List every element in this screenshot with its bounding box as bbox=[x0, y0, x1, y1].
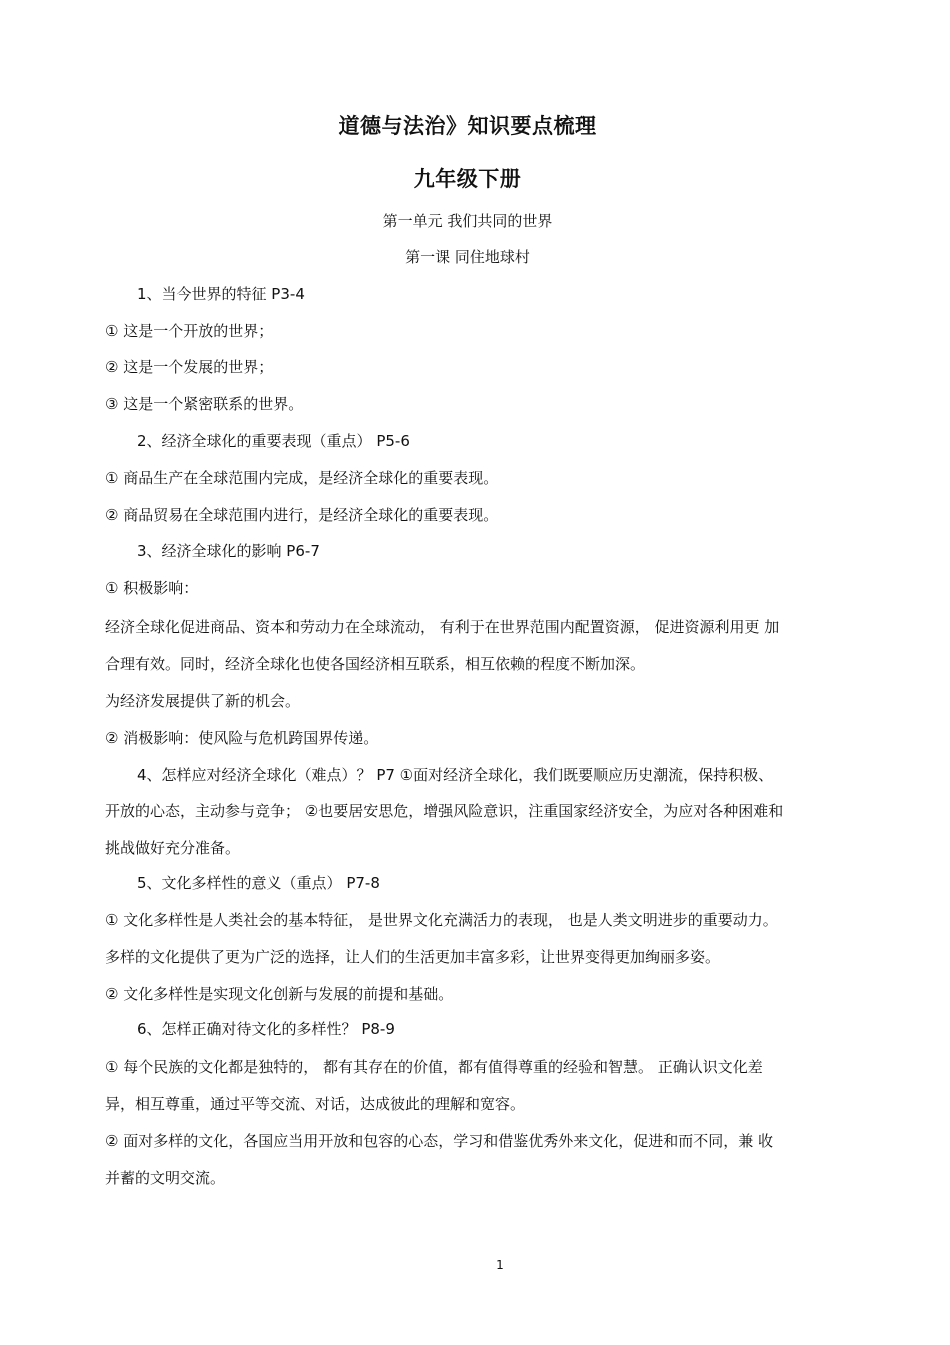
list-item: ① 商品生产在全球范围内完成，是经济全球化的重要表现。 bbox=[105, 469, 499, 487]
list-item: ① 每个民族的文化都是独特的， 都有其存在的价值，都有值得尊重的经验和智慧。 正确认识文化差 bbox=[105, 1058, 763, 1076]
lesson-heading: 第一课 同住地球村 bbox=[405, 248, 530, 266]
list-item: ① 文化多样性是人类社会的基本特征， 是世界文化充满活力的表现， 也是人类文明进步的重要动力。 bbox=[105, 911, 778, 929]
list-item: ① 这是一个开放的世界； bbox=[105, 322, 274, 340]
paragraph-line: 挑战做好充分准备。 bbox=[105, 839, 241, 857]
paragraph-line: 异，相互尊重，通过平等交流、对话，达成彼此的理解和宽容。 bbox=[105, 1095, 526, 1113]
unit-heading: 第一单元 我们共同的世界 bbox=[382, 212, 553, 230]
paragraph-line: 多样的文化提供了更为广泛的选择，让人们的生活更加丰富多彩，让世界变得更加绚丽多姿。 bbox=[105, 948, 721, 966]
paragraph-line: 经济全球化促进商品、资本和劳动力在全球流动， 有利于在世界范围内配置资源， 促进资源利用更 加 bbox=[105, 618, 780, 636]
grade-heading: 九年级下册 bbox=[413, 167, 522, 191]
paragraph-line: 合理有效。同时，经济全球化也使各国经济相互联系，相互依赖的程度不断加深。 bbox=[105, 655, 646, 673]
section-heading: 4、怎样应对经济全球化（难点）？ P7 ①面对经济全球化，我们既要顺应历史潮流，保持积极、 bbox=[137, 766, 774, 784]
list-item: ② 消极影响：使风险与危机跨国界传递。 bbox=[105, 729, 379, 747]
list-item: ② 这是一个发展的世界； bbox=[105, 358, 274, 376]
paragraph-line: 并蓄的文明交流。 bbox=[105, 1169, 226, 1187]
list-item: ② 文化多样性是实现文化创新与发展的前提和基础。 bbox=[105, 985, 454, 1003]
section-heading: 5、文化多样性的意义（重点） P7-8 bbox=[137, 874, 380, 892]
list-item: ② 商品贸易在全球范围内进行，是经济全球化的重要表现。 bbox=[105, 506, 499, 524]
section-heading: 1、当今世界的特征 P3-4 bbox=[137, 285, 305, 303]
list-item: ③ 这是一个紧密联系的世界。 bbox=[105, 395, 304, 413]
list-item: ① 积极影响： bbox=[105, 579, 199, 597]
document-title: 道德与法治》知识要点梳理 bbox=[338, 114, 597, 138]
page-number: 1 bbox=[496, 1258, 504, 1272]
paragraph-line: 为经济发展提供了新的机会。 bbox=[105, 692, 301, 710]
paragraph-line: 开放的心态，主动参与竞争； ②也要居安思危，增强风险意识，注重国家经济安全，为应对各种困难和 bbox=[105, 802, 784, 820]
list-item: ② 面对多样的文化，各国应当用开放和包容的心态，学习和借鉴优秀外来文化，促进和而不同，兼 收 bbox=[105, 1132, 773, 1150]
section-heading: 3、经济全球化的影响 P6-7 bbox=[137, 542, 320, 560]
section-heading: 6、怎样正确对待文化的多样性？ P8-9 bbox=[137, 1020, 395, 1038]
section-heading: 2、经济全球化的重要表现（重点） P5-6 bbox=[137, 432, 410, 450]
